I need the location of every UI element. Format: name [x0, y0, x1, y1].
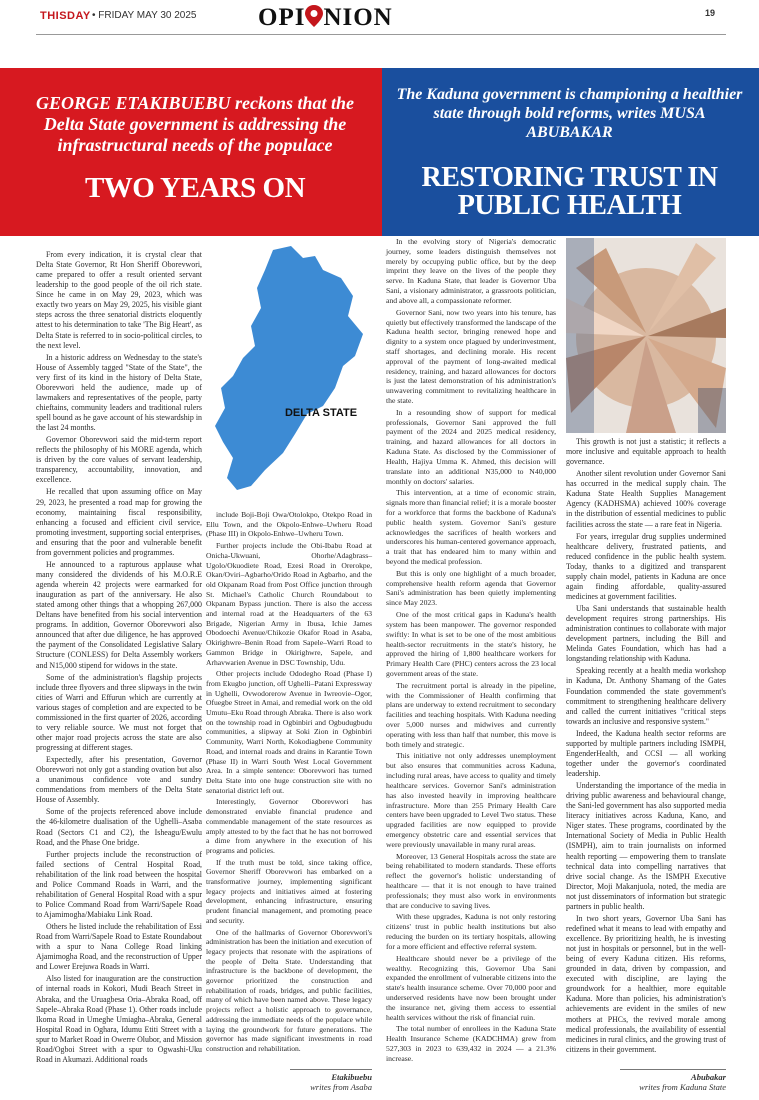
right-headline: RESTORING TRUST IN PUBLIC HEALTH [421, 162, 718, 221]
paragraph: The recruitment portal is already in the pipeline, with the Commissioner of Health confirming that plans are underway to extend recruitment to secondary facilities and teaching hospitals. With Kaduna needing over 5,000 nurses and midwives and currently operating with less than half that number, this move is both timely and strategic. [386, 680, 556, 749]
paragraph: Some of the projects referenced above include the 46-kilometre dualisation of the Ughelli–Asaba Road (Sectors C1 and C2), the Isheagu/Ewulu Road, and the Phase One bridge. [36, 807, 202, 847]
left-standfirst: GEORGE ETAKIBUEBU reckons that the Delta State government is addressing the infrastructural needs of the populace [35, 93, 355, 156]
paragraph: He recalled that upon assuming office on May 29, 2023, he presented a road map for growing the economy, maintaining fiscal responsibility, enhancing a focused and efficient civil service, promoting investment, supporting social enterprises, and ensuring that the poor and vulnerable benefit from government policies and programmes. [36, 487, 202, 557]
paragraph: Expectedly, after his presentation, Governor Oborevwori not only got a standing ovation but also a unanimous confidence vote and sundry commendations from members of the Delta State House of Assembly. [36, 755, 202, 805]
left-byline-rule [290, 1069, 372, 1070]
right-byline [620, 1072, 726, 1092]
right-byline-role: writes from Kaduna State [639, 1082, 726, 1092]
paragraph: This intervention, at a time of economic strain, signals more than financial relief; it is a morale booster for a workforce that forms the backbone of Kaduna's public health system. Governor Sani's gesture acknowledges the sacrifices of health workers and underscores his human-centered governance approach, a trait that has endeared him to many within and beyond the medical profession. [386, 488, 556, 566]
paragraph: Governor Oborevwori said the mid-term report reflects the philosophy of his MORE agenda, which is driven by the core values of servant leadership, transparency, accountability, innovation, and excellence. [36, 435, 202, 485]
left-headline-banner [0, 68, 382, 236]
paragraph: Understanding the importance of the media in driving public awareness and behavioural change, the Sani-led government has also supported media literacy initiatives across Kaduna, Kano, and Niger states. These programs, coordinated by the International Society of Media in Public Health (ISMPH), aim to train journalists on informed health reporting — empowering them to translate technical data into compelling narratives that drive social change. As the ISMPH Executive Director, Moji Makanjuola, noted, the media are not just disseminators of information but strategic partners in public health. [566, 781, 726, 911]
section-title-part-a: OPI [258, 4, 306, 31]
paragraph: But this is only one highlight of a much broader, comprehensive health reform agenda that Governor Sani's administration has been quietly implementing since May 2023. [386, 568, 556, 608]
paragraph: One of the most critical gaps in Kaduna's health system has been manpower. The governor responded swiftly: In what is set to be one of the most ambitious health-sector recruitments in the state's history, he approved the hiring of 1,800 healthcare workers for Primary Health Care (PHC) centers across the 23 local government areas of the state. [386, 610, 556, 678]
location-pin-icon [304, 4, 324, 28]
paragraph: Also listed for inauguration are the construction of internal roads in Kokori, Mudi Beach Street in Abraka, and the Uruagbesa Oria–Abraka Road, off Sapele–Abraka Road (Phase 1). Other roads include Ikoma Road in Umeghe Umiagha–Abraka, General Hospital Road in Oghara, Idumu Etiti Street with a spur to Market Road in Owerre Olubor, and Mission Road/Ogboi Street with a spur to Ogwashi-Uku Road in Akumazi. Additional roads [36, 974, 202, 1064]
paragraph: This initiative not only addresses unemployment but also ensures that communities across Kaduna, including rural areas, have access to quality and timely healthcare services. Governor Sani's administration has also invested heavily in improving healthcare infrastructure. More than 255 Primary Health Care centers have been upgraded to Level Two status. These upgraded facilities are now equipped to provide emergency obstetric care and essential services that were previously unavailable in many rural areas. [386, 751, 556, 849]
paragraph: Other projects include Ododegho Road (Phase I) from Ekugbo junction, off Ughelli–Patani Expressway in Ughelli, Ovwodorerow Avenue in Iwreovie–Ogor, Ofuegbe Street in Amai, and remedial work on the old Umutu–Eku Road through Abraka. There is also work on the township road in Ogbinbiri and Ogbudugbudu communities, a slipway at Soki Zion in Ogbinbiri Community, Warri North, Kokodiagbene Community Road, and internal roads and drains in Karantie Town (Phase II) in Warri South West Local Government Area. In a simple sentence: Oborevwori has turned Delta State into one huge construction site with no senatorial district left out. [206, 669, 372, 795]
map-shape [215, 246, 363, 490]
paragraph: From every indication, it is crystal clear that Delta State Governor, Rt Hon Sheriff Oborevwori, came prepared to offer a result oriented servant leadership to the good people of the oil rich state. Since he came in on May 29, 2023, which was exactly two years on May 29, 2025, his visible giant steps across the three senatorial districts eloquently attest to his determination to take 'The Big Heart', as Delta State is referred to in socio-political circles, to the next level. [36, 250, 202, 350]
right-standfirst: The Kaduna government is championing a healthier state through bold reforms, writes MUSA ABUBAKAR [396, 86, 743, 141]
paragraph: He announced to a rapturous applause what many considered the dividends of his M.O.R.E agenda wherein 42 projects were earmarked for inauguration as part of the anniversary. He also stated among other things that a whopping 267,000 Deltans have benefited from his social intervention programs. In addition, Governor Oborevwori also announced that after due diligence, he has approved the payment of the Consolidated Legislative Salary Structure (CONLESS) for Delta Assembly workers and N15,000 stipend for widows in the state. [36, 559, 202, 670]
left-article-column-2 [206, 510, 372, 1056]
paragraph: In the evolving story of Nigeria's democratic journey, some leaders distinguish themselves not merely by occupying public office, but by the deep imprint they leave on the lives of the people they serve. In Kaduna State, that leader is Governor Uba Sani, a visionary administrator, a grassroots politician, and above all, a compassionate reformer. [386, 237, 556, 305]
paragraph: Further projects include the reconstruction of failed sections of Central Hospital Road, rehabilitation of the link road between the hospital and Police Command Roads in Warri, and the rehabilitation of General Hospital Road with a spur to Police Command Road from Warri/Sapele Road to Ajamimogha/Mabiaku Link Road. [36, 849, 202, 919]
stacked-hands-photo [566, 238, 726, 433]
masthead-divider [36, 34, 726, 35]
right-headline-banner [382, 68, 759, 236]
paragraph: In a historic address on Wednesday to the state's House of Assembly tagged "State of the State", the very first of its kind in the history of Delta State, Oborevwori held the audience, made up of lawmakers and representatives of the people, party chieftains, community leaders and traditional rulers spell bound as he gave account of his stewardship in the last 24 months. [36, 352, 202, 433]
paragraph: Speaking recently at a health media workshop in Kaduna, Dr. Anthony Shamang of the Gates Foundation commended the state government's commitment to strengthening healthcare delivery and called the current initiatives "critical steps towards an inclusive and responsive system." [566, 666, 726, 726]
paragraph: In two short years, Governor Uba Sani has redefined what it means to lead with empathy and excellence. By prioritizing health, he is investing not just in hospitals or personnel, but in the well-being of every Kaduna citizen. His reforms, grounded in data, driven by compassion, and executed with discipline, are laying the groundwork for a healthier, more equitable Kaduna. More than policies, his administration's achievements are evident in the smiles of new mothers at PHCs, the revived morale among medical professionals, the availability of essential medicines in rural clinics, and the growing trust of citizens in their government. [566, 913, 726, 1054]
right-byline-name: Abubakar [691, 1072, 726, 1082]
brand-name: THISDAY [40, 10, 91, 22]
left-byline-role: writes from Asaba [310, 1082, 372, 1092]
paragraph: One of the hallmarks of Governor Oborevwori's administration has been the initiation and execution of legacy projects that resonate with the aspirations of the people of Delta State. Understanding that infrastructure is the backbone of development, the governor prioritized the construction and rehabilitation of roads, bridges, and public facilities, many of which have been named above. These legacy projects reflect a holistic approach to governance, addressing the immediate needs of the populace while laying the groundwork for future generations. The governor has made significant investments in road construction and rehabilitation. [206, 927, 372, 1053]
paragraph: This growth is not just a statistic; it reflects a more inclusive and equitable approach to health governance. [566, 437, 726, 467]
left-headline: TWO YEARS ON [84, 172, 306, 204]
map-label: DELTA STATE [284, 407, 358, 419]
paragraph: Further projects include the Obi-Ibabu Road at Onicha-Ukwuani, Ohorhe/Adagbrass–Ugolo/Okuodiete Road, Ezesi Road in Orerokpe, Okan/Oviri–Agbarho/Orido Road in Agbarho, and the old Okpanam Road from Post Office junction through St. Michael's Catholic Church Roundabout to Okpanam Bypass junction. There is also the access and internal road at the Headquarters of the 63 Brigade, Nigerian Army in Ibusa, Ichie James Obodoechi Avenue/Chikozie Okafor Road in Asaba, Okirighwre–Benin Road from Sapele–Warri Road to Gammon Bridge in Okirighwre, Sapele, and Arhavwarien Avenue in DSC Township, Udu. [206, 541, 372, 667]
paragraph: Uba Sani understands that sustainable health development requires strong partnerships. His administration continues to collaborate with major development partners, including the Bill and Melinda Gates Foundation, which has had a longstanding relationship with Kaduna. [566, 604, 726, 664]
left-article-column-1 [36, 250, 202, 1067]
paragraph: For years, irregular drug supplies undermined healthcare delivery, frustrated patients, and reduced confidence in the public health system. Today, thanks to a digitized and transparent supply chain model, patients in Kaduna are once again finding affordable, quality-assured medicines at government facilities. [566, 531, 726, 601]
paragraph: Others he listed include the rehabilitation of Essi Road from Warri/Sapele Road to Estate Roundabout with a spur to Nana College Road linking Ajamimogha Road, and the reconstruction of Upper and Lower Erejuwa Roads in Warri. [36, 922, 202, 972]
right-byline-rule [620, 1069, 726, 1070]
left-byline-name: Etakibuebu [331, 1072, 372, 1082]
paragraph: The total number of enrollees in the Kaduna State Health Insurance Scheme (KADCHMA) grew from 527,303 in 2023 to 639,432 in 2024 — a 21.3% increase. [386, 1024, 556, 1063]
paragraph: Another silent revolution under Governor Sani has occurred in the medical supply chain. The Kaduna State Health Supplies Management Agency (KADHSMA) achieved 100% coverage in the distribution of essential medicines to public facilities across the state — a rare feat in Nigeria. [566, 469, 726, 529]
paragraph: If the truth must be told, since taking office, Governor Sheriff Oborevwori has embarked on a transformative journey, implementing significant legacy projects and initiatives aimed at fostering development, enhancing infrastructure, ensuring prudent financial management, and promoting peace and security. [206, 857, 372, 925]
paragraph: With these upgrades, Kaduna is not only restoring citizens' trust in public health institutions but also reducing the burden on its tertiary hospitals, allowing for a more efficient and effective referral system. [386, 912, 556, 951]
masthead [0, 0, 759, 34]
section-title-part-b: NION [323, 4, 393, 31]
page-number: 19 [705, 8, 716, 18]
left-byline [290, 1072, 372, 1092]
paragraph: include Boji-Boji Owa/Otolokpo, Otekpo Road in Ellu Town, and the Okpolo-Enhwe–Uwheru Road (Phase III) in Okpolo-Enhwe–Uwheru Town. [206, 510, 372, 539]
paragraph: Indeed, the Kaduna health sector reforms are supported by multiple partners including ISMPH, EngenderHealth, and CCSI — all working together under the governor's coordinated leadership. [566, 728, 726, 778]
right-article-column-1 [386, 237, 556, 1066]
paragraph: Some of the administration's flagship projects include three flyovers and three slipways in the twin cities of Warri and Effurun which are currently at various stages of completion and are expected to be commissioned in the first quarter of 2026, according to very reliable source. We must not forget that other major road projects across the state are also progressing at different stages. [36, 672, 202, 752]
date-line: • FRIDAY MAY 30 2025 [92, 10, 197, 21]
paragraph: In a resounding show of support for medical professionals, Governor Sani approved the full payment of the 2024 and 2025 medical residency, training, and hazard allowances for all doctors in Kaduna State. As disclosed by the Commissioner of Health, Hajiya Umma K. Ahmed, this decision will translate into an additional N35,000 to N40,000 monthly on doctors' salaries. [386, 407, 556, 486]
paragraph: Interestingly, Governor Oborevwori has demonstrated enviable financial prudence and commendable management of the state resources as amply attested to by the fact that he has not borrowed a dime from anywhere in the execution of his programs and policies. [206, 797, 372, 855]
section-title [258, 4, 393, 32]
right-article-column-2 [566, 437, 726, 1057]
delta-state-map [203, 238, 375, 503]
paragraph: Moreover, 13 General Hospitals across the state are being rehabilitated to modern standards. These efforts reflect the governor's holistic understanding of healthcare — that it is not enough to have trained professionals; they must also work in environments that are conducive to saving lives. [386, 851, 556, 910]
paragraph: Governor Sani, now two years into his tenure, has quietly but effectively transformed the landscape of the Kaduna health sector, bringing renewed hope and dignity to a system once plagued by underinvestment, staff shortages, and declining morale. His recent approval of the payment of long-awaited medical residency, training, and hazard allowances for doctors is just the latest demonstration of his administration's unwavering commitment to revitalizing healthcare in the state. [386, 307, 556, 405]
paragraph: Healthcare should never be a privilege of the wealthy. Recognizing this, Governor Uba Sani expanded the enrollment of vulnerable citizens into the state's health insurance scheme. Over 70,000 poor and underserved residents have now been brought under the insurance net, giving them access to essential health services without the risk of financial ruin. [386, 953, 556, 1022]
